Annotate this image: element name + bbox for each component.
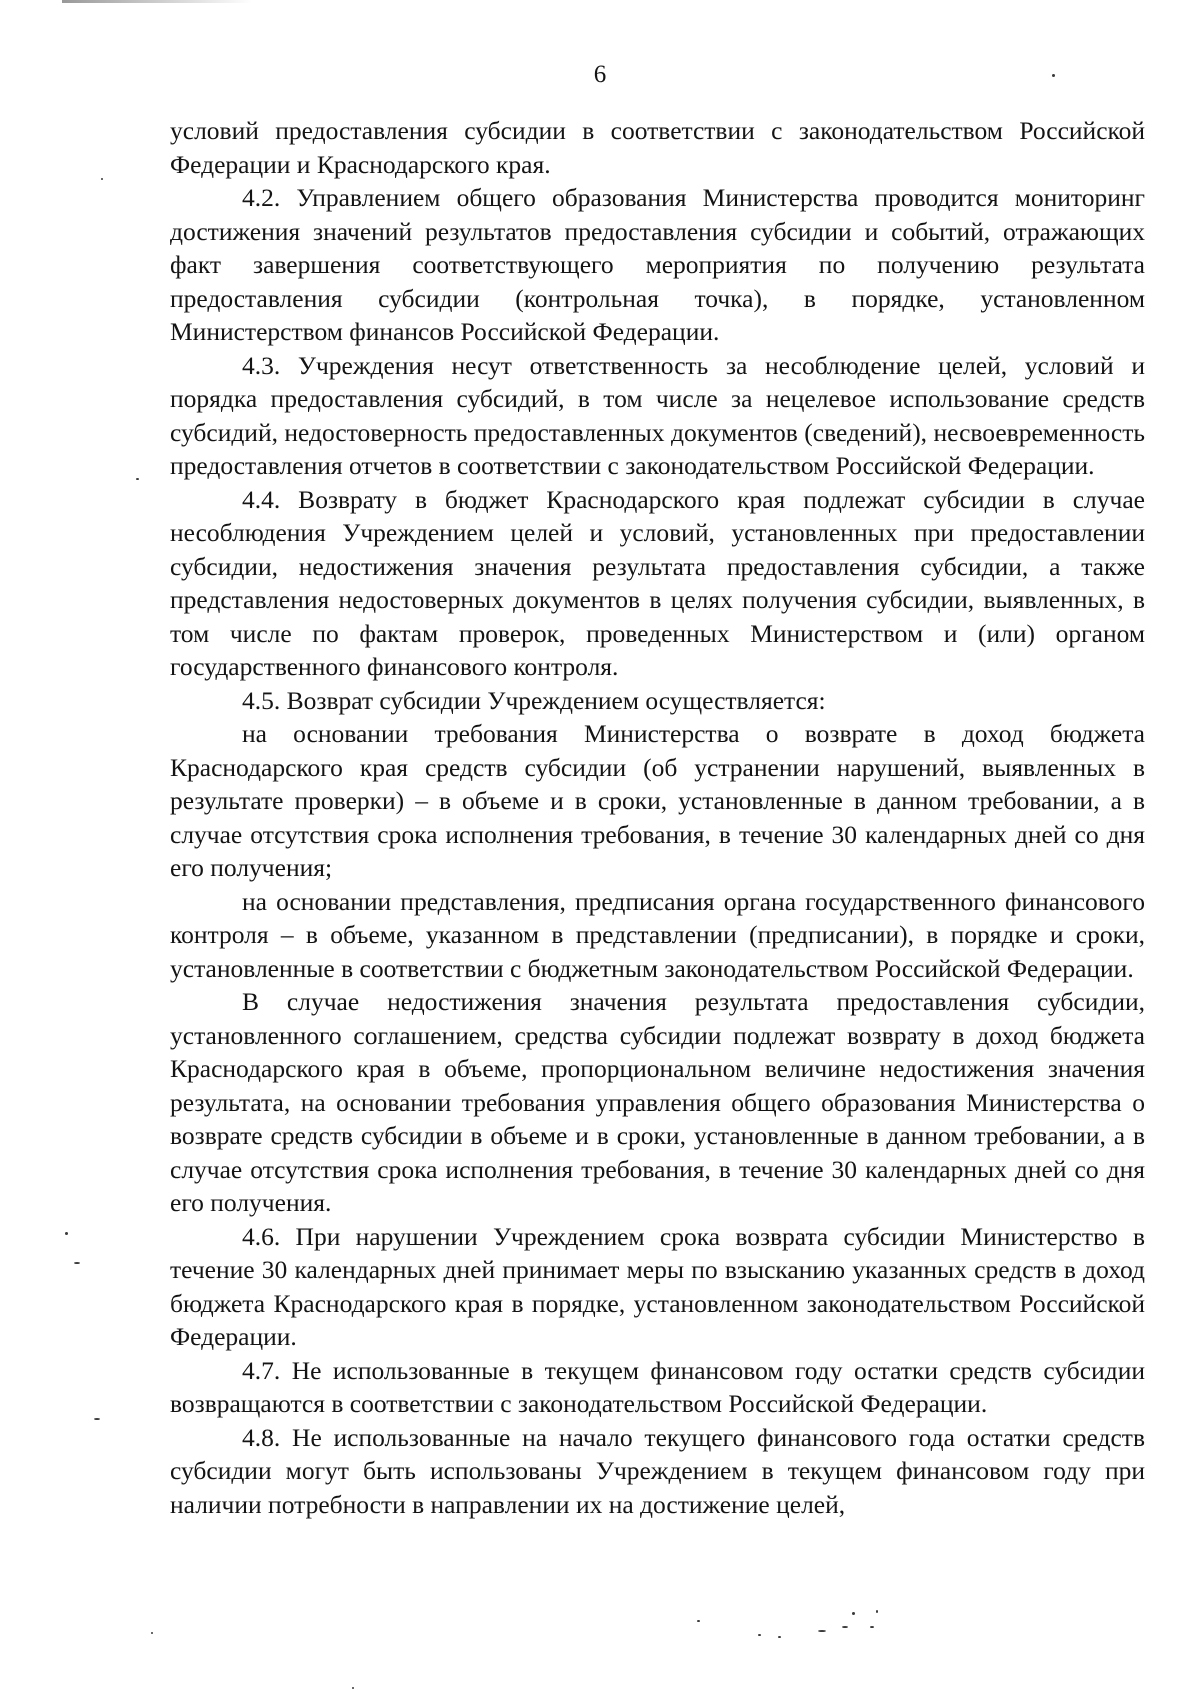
- scan-speck: [136, 478, 139, 480]
- paragraph-4-5: 4.5. Возврат субсидии Учреждением осуществляется:: [242, 685, 826, 715]
- scan-speck: [151, 1632, 153, 1634]
- scan-speck: [352, 1687, 354, 1689]
- scan-speck: [101, 178, 103, 180]
- scan-speck: [94, 1418, 100, 1420]
- paragraph-4-7: 4.7. Не использованные в текущем финансовом году остатки средств субсидии возвращаются в соответствии с законодательством Российской Федерации.: [170, 1355, 1145, 1418]
- scan-speck: [697, 1620, 700, 1622]
- paragraph-shortfall: В случае недостижения значения результата предоставления субсидии, установленного соглашением, средства субсидии подлежат возврату в доход бюджета Краснодарского края в объеме, пропорциональном величине недостижения значения результата, на основании требования управления общего образования Министерства о возврате средств субсидии в объеме и в сроки, установленные в данном требовании, а в случае отсутствия срока исполнения требования, в течение 30 календарных дней со дня его получения.: [170, 987, 1145, 1217]
- paragraph-4-6: 4.6. При нарушении Учреждением срока возврата субсидии Министерство в течение 30 календарных дней принимает меры по взысканию указанных средств в доход бюджета Краснодарского края в порядке, установленном законодательством Российской Федерации.: [170, 1221, 1145, 1351]
- paragraph-4-3: 4.3. Учреждения несут ответственность за несоблюдение целей, условий и порядка предоставления субсидий, в том числе за нецелевое использование средств субсидий, недостоверность предоставленных документов (сведений), несвоевременность предоставления отчетов в соответствии с законодательством Российской Федерации.: [170, 350, 1145, 480]
- scan-speck: [842, 1626, 848, 1628]
- paragraph-4-5-item-1: на основании требования Министерства о возврате в доход бюджета Краснодарского края средств субсидии (об устранении нарушений, выявленных в результате проверки) – в объеме и в сроки, установленные в данном требовании, а в случае отсутствия срока исполнения требования, в течение 30 календарных дней со дня его получения;: [170, 719, 1145, 882]
- scan-speck: [65, 1232, 68, 1235]
- scan-speck: [1052, 74, 1055, 77]
- scan-speck: [758, 1634, 761, 1636]
- page-number: 6: [593, 61, 607, 88]
- scan-speck: [870, 1626, 874, 1628]
- scan-speck: [876, 1610, 878, 1613]
- paragraph-4-5-item-2: на основании представления, предписания органа государственного финансового контроля – в объеме, указанном в представлении (предписании), в порядке и сроки, установленные в соответствии с бюджетным законодательством Российской Федерации.: [170, 886, 1145, 983]
- scan-speck: [74, 1262, 80, 1264]
- scan-speck: [818, 1630, 826, 1632]
- paragraph-4-2: 4.2. Управлением общего образования Министерства проводится мониторинг достижения значений результатов предоставления субсидии и событий, отражающих факт завершения соответствующего мероприятия по получению результата предоставления субсидии (контрольная точка), в порядке, установленном Министерством финансов Российской Федерации.: [170, 183, 1145, 346]
- scan-speck: [852, 1612, 855, 1615]
- paragraph-continuation: условий предоставления субсидии в соответствии с законодательством Российской Федерации и Краснодарского края.: [170, 116, 1145, 179]
- document-body: [170, 114, 1145, 1521]
- paragraph-4-4: 4.4. Возврату в бюджет Краснодарского края подлежат субсидии в случае несоблюдения Учреждением целей и условий, установленных при предоставлении субсидии, недостижения значения результата предоставления субсидии, а также представления недостоверных документов в целях получения субсидии, выявленных, в том числе по фактам проверок, проведенных Министерством и (или) органом государственного финансового контроля.: [170, 484, 1145, 681]
- scan-speck: [778, 1636, 781, 1638]
- scan-artifact: [62, 0, 252, 3]
- paragraph-4-8: 4.8. Не использованные на начало текущего финансового года остатки средств субсидии могут быть использованы Учреждением в текущем финансовом году при наличии потребности в направлении их на достижение целей,: [170, 1422, 1145, 1519]
